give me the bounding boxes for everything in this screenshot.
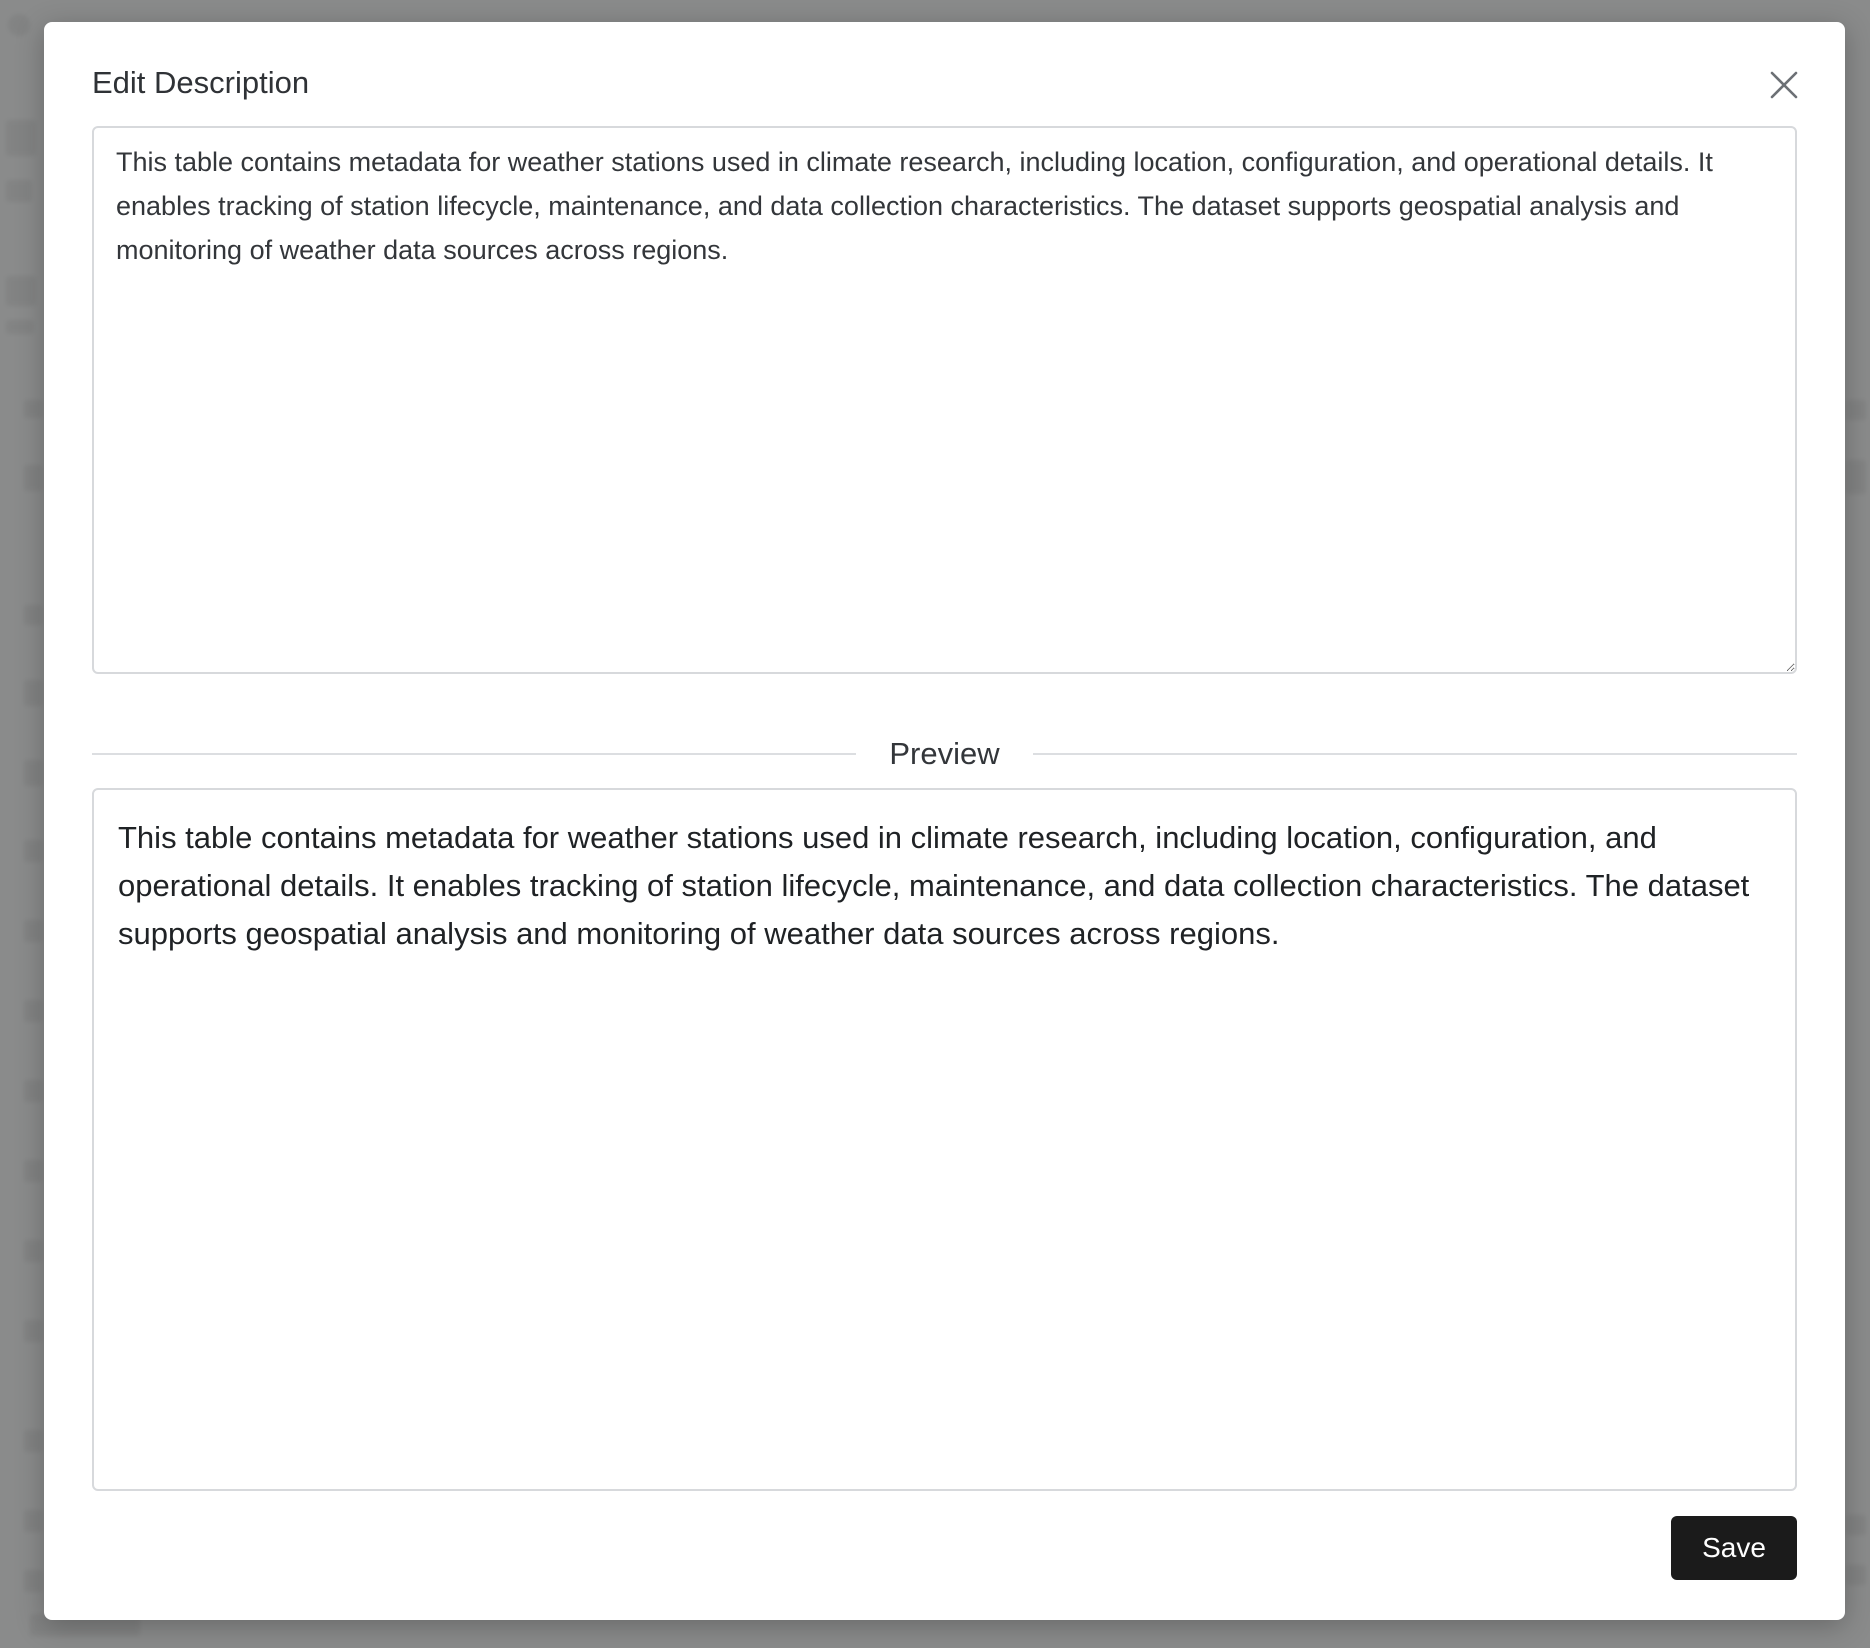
preview-divider [92, 722, 1797, 786]
background-item [24, 1320, 42, 1342]
background-item [24, 680, 42, 706]
divider-line-right [1033, 753, 1797, 755]
close-button[interactable] [1761, 62, 1807, 108]
background-item [1846, 1565, 1866, 1585]
background-heading [6, 120, 36, 156]
background-logo-icon [8, 14, 30, 36]
background-item [24, 840, 42, 862]
background-item [24, 1080, 42, 1102]
edit-description-modal [44, 22, 1845, 1620]
background-item [24, 1160, 42, 1182]
close-icon [1761, 62, 1807, 108]
background-item [1846, 460, 1866, 494]
background-text [6, 320, 34, 334]
background-item [24, 400, 42, 418]
background-item [24, 465, 42, 491]
preview-heading: Preview [889, 736, 1000, 771]
background-item [24, 920, 42, 942]
background-item [1846, 1515, 1866, 1535]
preview-text: This table contains metadata for weather stations used in climate research, including location, configuration, and operational details. It enables tracking of station lifecycle, maintenance, and data collection characteristics. The dataset supports geospatial analysis and monitoring of weather data sources across regions. [118, 820, 1750, 951]
background-text [6, 276, 36, 306]
preview-panel [92, 788, 1797, 1491]
background-item [24, 1240, 42, 1262]
background-item [24, 1000, 42, 1022]
background-item [1846, 400, 1866, 420]
background-item [24, 1570, 42, 1592]
background-item [24, 760, 42, 786]
background-text [6, 180, 32, 202]
modal-title: Edit Description [92, 65, 310, 100]
divider-line-left [92, 753, 856, 755]
background-item [24, 1430, 42, 1452]
description-textarea[interactable] [92, 126, 1797, 674]
background-item [24, 1510, 42, 1532]
save-button[interactable]: Save [1671, 1516, 1797, 1580]
background-item [24, 605, 42, 625]
